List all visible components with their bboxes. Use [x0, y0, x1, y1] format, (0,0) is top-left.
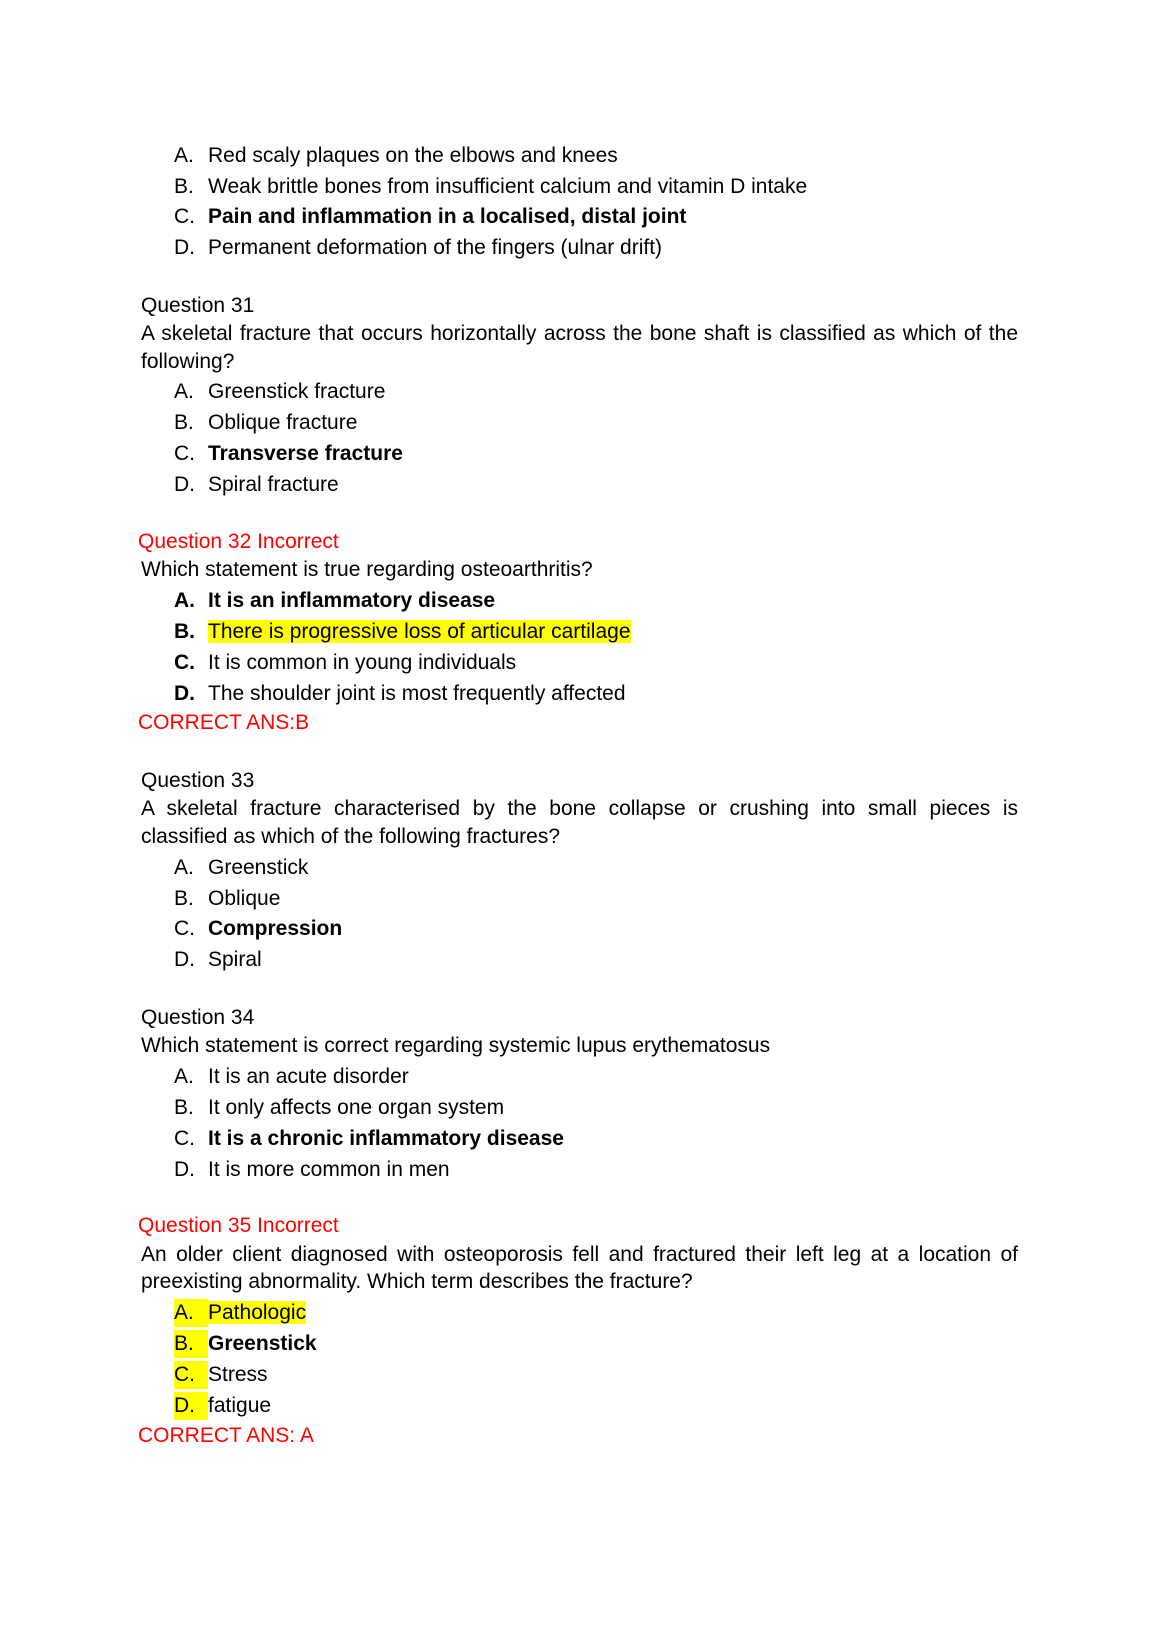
- question-33-stem-line2: classified as which of the following fractures?: [141, 825, 561, 848]
- option-d: D. Spiral: [174, 948, 262, 971]
- option-a: A. It is an acute disorder: [174, 1065, 409, 1088]
- option-text: Greenstick fracture: [208, 380, 386, 403]
- option-b: B. There is progressive loss of articular cartilage: [174, 620, 631, 643]
- option-text: Red scaly plaques on the elbows and knees: [208, 144, 618, 167]
- option-text: Spiral fracture: [208, 473, 339, 496]
- option-d: D. fatigue: [174, 1392, 271, 1420]
- option-d: D. Permanent deformation of the fingers (ulnar drift): [174, 236, 663, 259]
- correct-answer-35: CORRECT ANS: A: [138, 1424, 314, 1447]
- question-35-stem-line1: An older client diagnosed with osteoporosis fell and fractured their left leg at a location of: [141, 1243, 1018, 1266]
- option-text: Permanent deformation of the fingers (ulnar drift): [208, 236, 663, 259]
- option-a: A. Pathologic: [174, 1299, 306, 1327]
- option-b: B. Greenstick: [174, 1330, 317, 1358]
- option-a: A. Greenstick fracture: [174, 380, 386, 403]
- option-c: C. Transverse fracture: [174, 442, 403, 465]
- option-text: Oblique fracture: [208, 411, 358, 434]
- option-text: It is common in young individuals: [208, 651, 517, 674]
- question-35-stem-line2: preexisting abnormality. Which term describes the fracture?: [141, 1270, 693, 1293]
- option-text-selected: Greenstick: [208, 1332, 317, 1355]
- question-33-title: Question 33: [141, 769, 255, 792]
- option-text: It is more common in men: [208, 1158, 450, 1181]
- question-34-stem: Which statement is correct regarding systemic lupus erythematosus: [141, 1034, 771, 1057]
- option-b: B. Oblique fracture: [174, 411, 358, 434]
- question-33-stem-line1: A skeletal fracture characterised by the bone collapse or crushing into small pieces is: [141, 797, 1018, 820]
- question-34-title: Question 34: [141, 1006, 255, 1029]
- option-text: The shoulder joint is most frequently affected: [208, 682, 626, 705]
- question-31-stem-line2: following?: [141, 350, 235, 373]
- option-text: Spiral: [208, 948, 262, 971]
- option-text: Stress: [208, 1363, 268, 1386]
- option-text-correct: Transverse fracture: [208, 442, 403, 465]
- option-d: D. Spiral fracture: [174, 473, 339, 496]
- option-text: Weak brittle bones from insufficient calcium and vitamin D intake: [208, 175, 808, 198]
- option-text: It only affects one organ system: [208, 1096, 505, 1119]
- option-b: B. It only affects one organ system: [174, 1096, 505, 1119]
- option-a: A. Greenstick: [174, 856, 309, 879]
- option-d: D. The shoulder joint is most frequently affected: [174, 682, 626, 705]
- option-text: It is an acute disorder: [208, 1065, 409, 1088]
- option-c: C. Stress: [174, 1361, 268, 1389]
- question-31-title: Question 31: [141, 294, 255, 317]
- option-c: C. Compression: [174, 917, 343, 940]
- option-c: C. It is a chronic inflammatory disease: [174, 1127, 564, 1150]
- option-text: fatigue: [208, 1394, 272, 1417]
- question-31-stem-line1: A skeletal fracture that occurs horizontally across the bone shaft is classified as which of the: [141, 322, 1018, 345]
- option-a: A. It is an inflammatory disease: [174, 589, 496, 612]
- option-a: A. Red scaly plaques on the elbows and knees: [174, 144, 618, 167]
- option-c: C. It is common in young individuals: [174, 651, 517, 674]
- question-32-title: Question 32 Incorrect: [138, 530, 339, 553]
- option-c: C. Pain and inflammation in a localised, distal joint: [174, 205, 687, 228]
- option-b: B. Weak brittle bones from insufficient calcium and vitamin D intake: [174, 175, 808, 198]
- option-text-correct: It is a chronic inflammatory disease: [208, 1127, 564, 1150]
- option-text-selected: It is an inflammatory disease: [208, 589, 496, 612]
- question-32-stem: Which statement is true regarding osteoarthritis?: [141, 558, 593, 581]
- option-text-highlighted: Pathologic: [208, 1301, 307, 1324]
- option-text-correct: Compression: [208, 917, 343, 940]
- correct-answer-32: CORRECT ANS:B: [138, 711, 310, 734]
- option-text: Oblique: [208, 887, 281, 910]
- option-text-highlighted: There is progressive loss of articular cartilage: [208, 620, 631, 643]
- option-text: Greenstick: [208, 856, 309, 879]
- option-text-correct: Pain and inflammation in a localised, distal joint: [208, 205, 687, 228]
- option-d: D. It is more common in men: [174, 1158, 450, 1181]
- question-35-title: Question 35 Incorrect: [138, 1214, 339, 1237]
- option-b: B. Oblique: [174, 887, 281, 910]
